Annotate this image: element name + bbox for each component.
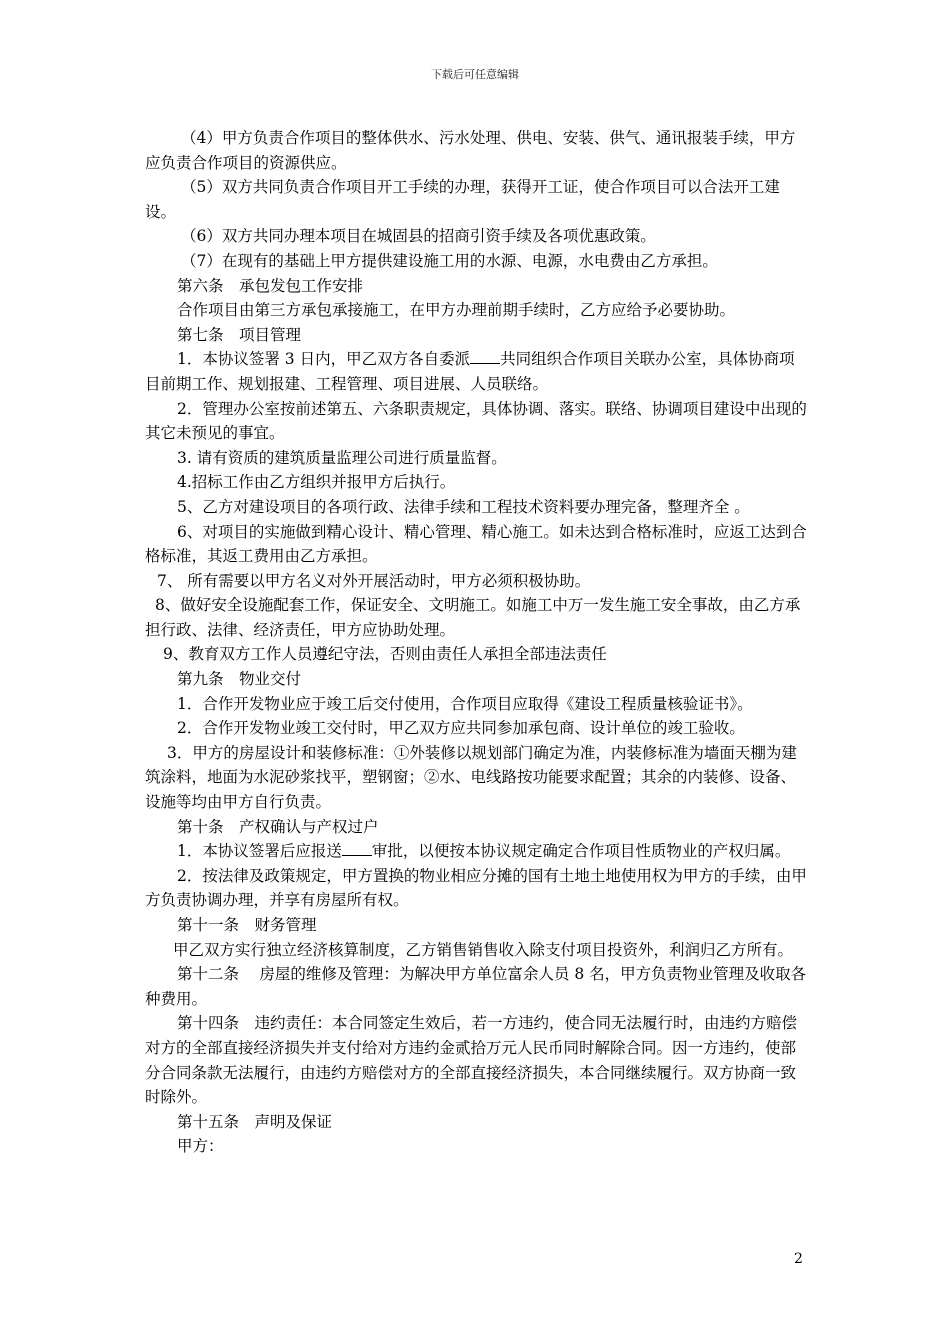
paragraph: 4.招标工作由乙方组织并报甲方后执行。 xyxy=(177,473,456,492)
paragraph xyxy=(145,347,810,396)
paragraph: （4）甲方负责合作项目的整体供水、污水处理、供电、安装、供气、通讯报装手续，甲方应负责合作项目的资源供应。 xyxy=(145,129,796,172)
paragraph: （7）在现有的基础上甲方提供建设施工用的水源、电源，水电费由乙方承担。 xyxy=(181,251,718,270)
paragraph: 合作项目由第三方承包承接施工，在甲方办理前期手续时，乙方应给予必要协助。 xyxy=(177,301,736,320)
paragraph: 9、教育双方工作人员遵纪守法，否则由责任人承担全部违法责任 xyxy=(163,645,607,664)
section-heading: 第十条 产权确认与产权过户 xyxy=(177,817,379,836)
page-header: 下载后可任意编辑 xyxy=(431,68,519,81)
section-heading: 第十一条 财务管理 xyxy=(177,916,317,934)
paragraph: 2．管理办公室按前述第五、六条职责规定，具体协调、落实。联络、协调项目建设中出现的其它未预见的事宜。 xyxy=(145,399,807,443)
section-heading: 第七条 项目管理 xyxy=(177,325,302,344)
paragraph: 1．合作开发物业应于竣工后交付使用，合作项目应取得《建设工程质量核验证书》。 xyxy=(177,694,753,713)
paragraph: （5）双方共同负责合作项目开工手续的办理，获得开工证，使合作项目可以合法开工建设。 xyxy=(145,178,780,221)
paragraph-text: 共同组织合作项目关联办公室，具体协商项目前期工作、规划报建、工程管理、项目进展、人员联络。 xyxy=(145,350,795,393)
paragraph: 7、 所有需要以甲方名义对外开展活动时，甲方必须积极协助。 xyxy=(157,571,591,590)
paragraph-text: 1．本协议签署 3 日内，甲乙双方各自委派 xyxy=(177,350,471,369)
paragraph: 甲乙双方实行独立经济核算制度，乙方销售销售收入除支付项目投资外，利润归乙方所有。 xyxy=(173,940,794,959)
paragraph-text: 1．本协议签署后应报送 xyxy=(177,842,342,861)
paragraph: 第十四条 违约责任：本合同签定生效后，若一方违约，使合同无法履行时，由违约方赔偿对方的全部直接经济损失并支付给对方违约金贰拾万元人民币同时解除合同。因一方违约，使部分合同条款无法履行，由违约方赔偿对方的全部直接经济损失，本合同继续履行。双方协商一致时除外。 xyxy=(145,1014,798,1107)
paragraph xyxy=(145,839,810,864)
paragraph: 6、对项目的实施做到精心设计、精心管理、精心施工。如未达到合格标准时，应返工达到合格标准，其返工费用由乙方承担。 xyxy=(145,522,807,566)
section-heading: 第十五条 声明及保证 xyxy=(177,1112,333,1131)
paragraph: 甲方： xyxy=(177,1137,224,1156)
blank-underline xyxy=(342,843,372,856)
paragraph: （6）双方共同办理本项目在城固县的招商引资手续及各项优惠政策。 xyxy=(181,227,656,246)
paragraph-text: 审批，以便按本协议规定确定合作项目性质物业的产权归属。 xyxy=(371,842,791,861)
paragraph: 2．合作开发物业竣工交付时，甲乙双方应共同参加承包商、设计单位的竣工验收。 xyxy=(177,719,745,738)
page-number: 2 xyxy=(794,1251,803,1267)
paragraph: 3．甲方的房屋设计和装修标准：①外装修以规划部门确定为准，内装修标准为墙面天棚为建筑涂料，地面为水泥砂浆找平，塑钢窗；②水、电线路按功能要求配置；其余的内装修、设备、设施等均由甲方自行负责。 xyxy=(145,743,797,812)
section-heading: 第九条 物业交付 xyxy=(177,670,302,689)
paragraph: 5、乙方对建设项目的各项行政、法律手续和工程技术资料要办理完备，整理齐全 。 xyxy=(177,497,750,516)
paragraph: 第十二条 房屋的维修及管理：为解决甲方单位富余人员 8 名，甲方负责物业管理及收取各种费用。 xyxy=(145,965,807,1008)
blank-underline xyxy=(470,351,500,364)
document-body xyxy=(145,126,810,1159)
section-heading: 第六条 承包发包工作安排 xyxy=(177,276,364,295)
paragraph: 8、做好安全设施配套工作，保证安全、文明施工。如施工中万一发生施工安全事故，由乙方承担行政、法律、经济责任，甲方应协助处理。 xyxy=(145,596,801,639)
paragraph: 3. 请有资质的建筑质量监理公司进行质量监督。 xyxy=(177,448,507,467)
paragraph: 2．按法律及政策规定，甲方置换的物业相应分摊的国有土地土地使用权为甲方的手续，由甲方负责协调办理，并享有房屋所有权。 xyxy=(145,866,807,910)
